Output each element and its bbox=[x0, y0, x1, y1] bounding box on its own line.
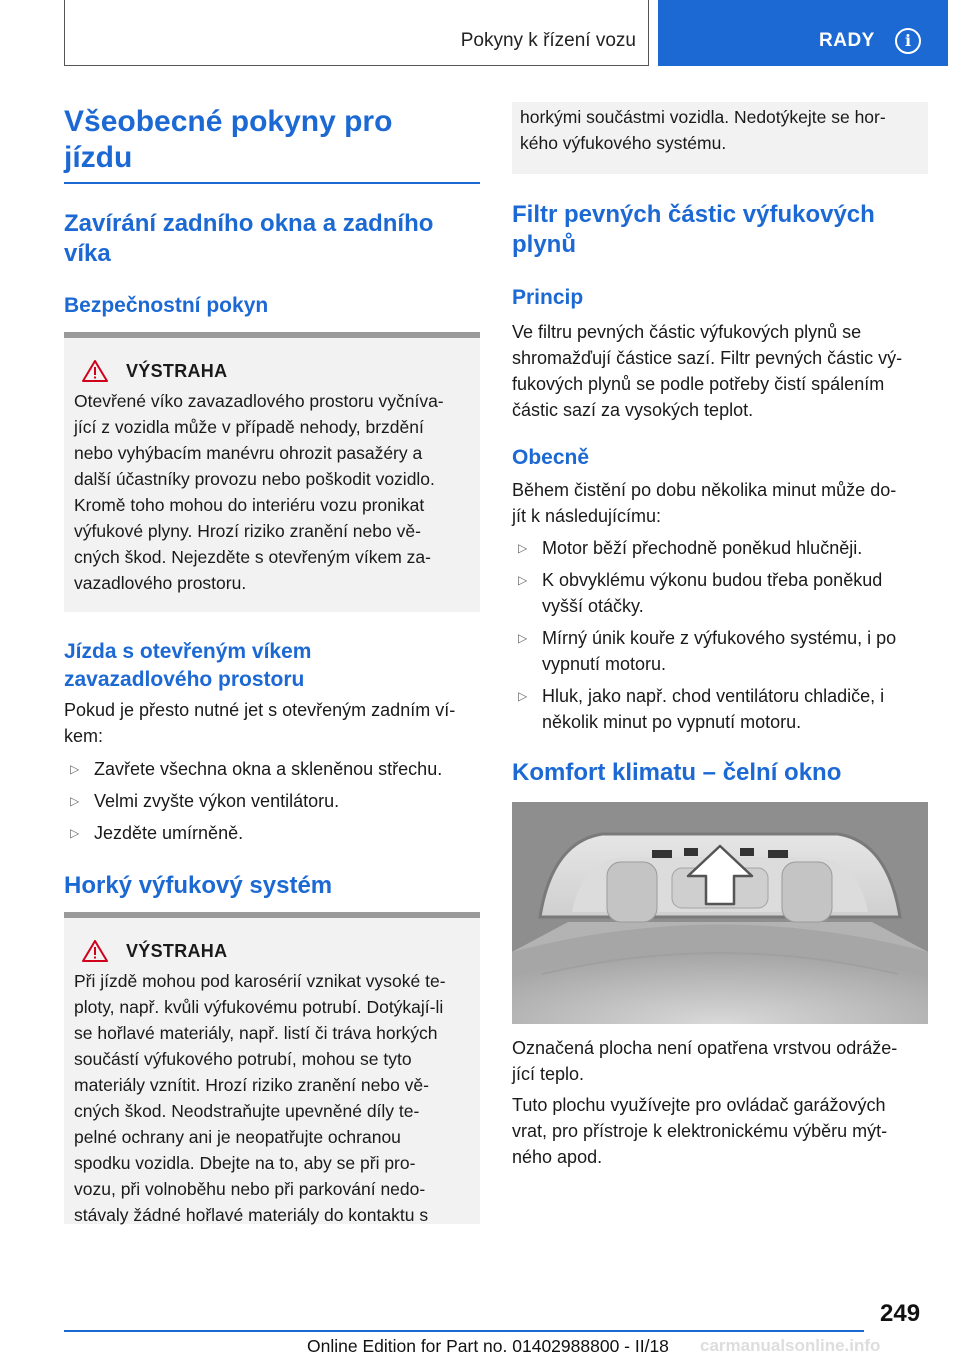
driving-intro-text: Pokud je přesto nutné jet s otevřeným zadním ví‐ kem: bbox=[64, 700, 456, 746]
warning-box-continued bbox=[512, 102, 928, 174]
climate-text-2: Tuto plochu využívejte pro ovládač garážových vrat, pro přístroje k elektronickému výběru mýt‐ ného apod. bbox=[512, 1095, 888, 1167]
heading-principle: Princip bbox=[512, 286, 584, 309]
heading-particulate-filter: Filtr pevných částic výfukových plynů bbox=[512, 201, 875, 258]
general-intro-text: Během čistění po dobu několika minut může do‐ jít k následujícímu: bbox=[512, 480, 897, 526]
list-item: ▷ Zavřete všechna okna a skleněnou střechu. bbox=[64, 756, 480, 782]
warning-triangle-icon bbox=[82, 940, 108, 962]
section-title-general-driving: Všeobecné pokyny pro jízdu bbox=[64, 105, 393, 174]
warning-text: Při jízdě mohou pod karosérií vznikat vysoké te‐ ploty, např. kvůli výfukovému potrubí. Dotýkají-li se hořlavé materiály, např. listí či tráva horkých součástí výfukového potrubí, mohou se tyto materiály vznítit. Hrozí riziko zranění nebo vě‐ cných škod. Neodstraňujte upevněné díly te‐ pelné ochrany ani je neopatřujte ochranou spodku vozidla. Dbejte na to, aby se při pro‐ vozu, při volnoběhu nebo při parkování nedo‐ stávaly žádné hořlavé materiály do kontaktu s bbox=[74, 971, 446, 1225]
driving-list bbox=[64, 756, 480, 852]
bullet-triangle-icon: ▷ bbox=[518, 541, 528, 555]
bullet-triangle-icon: ▷ bbox=[518, 689, 528, 703]
bullet-triangle-icon: ▷ bbox=[518, 573, 528, 587]
bullet-triangle-icon: ▷ bbox=[70, 826, 80, 840]
list-item: ▷ Mírný únik kouře z výfukového systému, i po vypnutí motoru. bbox=[512, 625, 928, 677]
bullet-triangle-icon: ▷ bbox=[518, 631, 528, 645]
heading-climate-comfort-windshield: Komfort klimatu – čelní okno bbox=[512, 759, 842, 786]
windshield-illustration bbox=[512, 802, 928, 1024]
heading-closing-rear-window: Zavírání zadního okna a zadního víka bbox=[64, 210, 434, 267]
principle-text: Ve filtru pevných částic výfukových plynů se shromažďují částice sazí. Filtr pevných částic vý‐ fukových plynů se podle potřeby čistí spálením částic sazí za vysokých teplot. bbox=[512, 322, 903, 420]
footer-rule bbox=[64, 1330, 864, 1332]
warning-triangle-icon bbox=[82, 360, 108, 382]
general-list bbox=[512, 535, 928, 741]
list-item: ▷ Velmi zvyšte výkon ventilátoru. bbox=[64, 788, 480, 814]
header-section-box bbox=[64, 0, 649, 66]
list-item: ▷ Motor běží přechodně poněkud hlučněji. bbox=[512, 535, 928, 561]
warning-box-exhaust bbox=[64, 912, 480, 1224]
warning-box-tailgate bbox=[64, 332, 480, 612]
list-item: ▷ K obvyklému výkonu budou třeba poněkud vyšší otáčky. bbox=[512, 567, 928, 619]
header-section-title: Pokyny k řízení vozu bbox=[460, 30, 636, 51]
heading-driving-open-tailgate: Jízda s otevřeným víkem zavazadlového prostoru bbox=[64, 640, 312, 691]
heading-safety-note: Bezpečnostní pokyn bbox=[64, 294, 269, 317]
list-item: ▷ Hluk, jako např. chod ventilátoru chladiče, i několik minut po vypnutí motoru. bbox=[512, 683, 928, 735]
warning-label: VÝSTRAHA bbox=[126, 360, 228, 381]
header-chapter-tab[interactable] bbox=[658, 0, 948, 66]
heading-hot-exhaust: Horký výfukový systém bbox=[64, 872, 333, 899]
warning-text: Otevřené víko zavazadlového prostoru vyčníva‐ jící z vozidla může v případě nehody, brzdění nebo vyhýbacím manévru ohrozit pasažéry a další účastníky provozu nebo poškodit vozidlo. Kromě toho mohou do interiéru vozu pronikat výfukové plyny. Hrozí riziko zranění nebo vě‐ cných škod. Nejezděte s otevřeným víkem za‐ vazadlového prostoru. bbox=[74, 391, 444, 593]
list-item: ▷ Jezděte umírněně. bbox=[64, 820, 480, 846]
bullet-triangle-icon: ▷ bbox=[70, 762, 80, 776]
footer-edition: Online Edition for Part no. 01402988800 - II/18 bbox=[307, 1336, 669, 1356]
watermark: carmanualsonline.info bbox=[700, 1336, 881, 1355]
heading-general: Obecně bbox=[512, 446, 590, 469]
climate-text-1: Označená plocha není opatřena vrstvou odráže‐ jící teplo. bbox=[512, 1038, 898, 1084]
warning-text: horkými součástmi vozidla. Nedotýkejte se hor‐ kého výfukového systému. bbox=[520, 107, 886, 153]
bullet-triangle-icon: ▷ bbox=[70, 794, 80, 808]
page-number: 249 bbox=[880, 1300, 921, 1327]
info-icon[interactable]: i bbox=[895, 28, 921, 54]
title-underline bbox=[64, 182, 480, 184]
header-chapter-label: RADY bbox=[819, 30, 875, 51]
warning-label: VÝSTRAHA bbox=[126, 940, 228, 961]
